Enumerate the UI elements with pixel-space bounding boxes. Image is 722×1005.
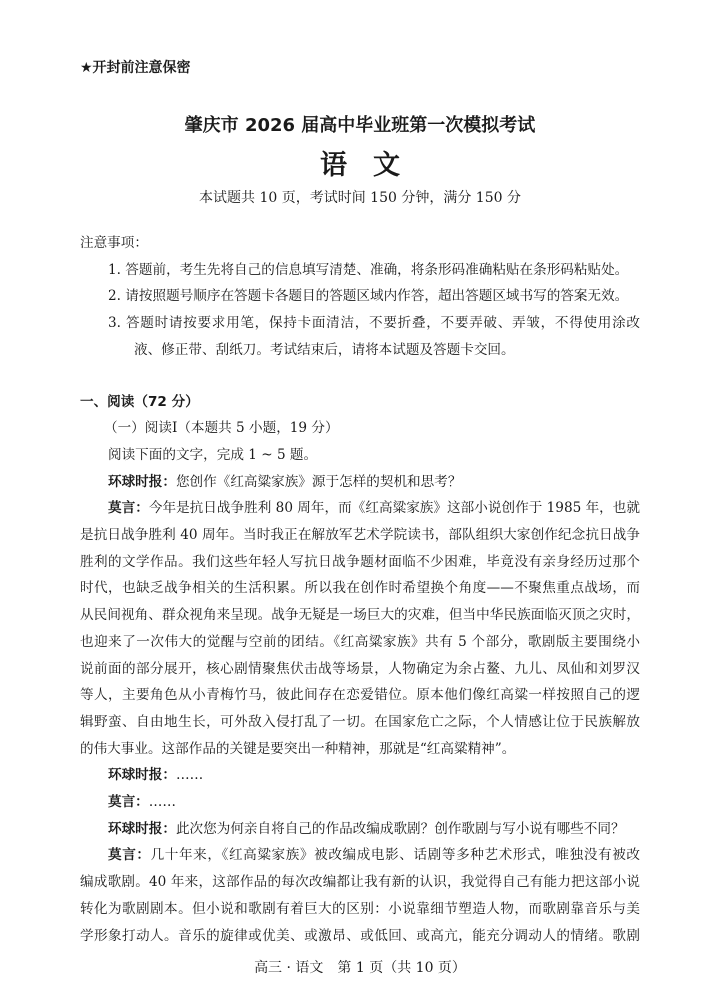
- paragraph-first-line: [80, 495, 640, 522]
- subsection-heading: （一）阅读Ⅰ（本题共 5 小题，19 分）: [104, 420, 339, 437]
- paragraph-text: 此次您为何亲自将自己的作品改编成歌剧？创作歌剧与写小说有哪些不同？: [175, 820, 625, 837]
- notice-heading: 注意事项：: [80, 235, 148, 251]
- notice-item: 1. 答题前，考生先将自己的信息填写清楚、准确，将条形码准确粘贴在条形码粘贴处。: [108, 261, 629, 278]
- paragraph-line: [80, 629, 640, 656]
- speaker-label: 环球时报：: [108, 767, 176, 784]
- paragraph-line: [80, 575, 640, 602]
- paragraph-line: [80, 869, 640, 896]
- paragraph-first-line: [80, 842, 640, 869]
- notice-item: 2. 请按照题号顺序在答题卡各题目的答题区域内作答，超出答题区域书写的答案无效。: [108, 288, 629, 305]
- paragraph-line: [80, 549, 640, 576]
- paragraph-line: [80, 896, 640, 923]
- paragraph-text: 转化为歌剧剧本。但小说和歌剧有着巨大的区别：小说靠细节塑造人物，而歌剧靠音乐与美: [80, 900, 640, 917]
- paragraph-first-line: [80, 469, 640, 496]
- paragraph-line: [80, 682, 640, 709]
- paragraph-text: 学形象打动人。音乐的旋律或优美、或激昂、或低回、或高亢，能充分调动人的情绪。歌剧: [80, 927, 640, 944]
- paragraph-text: 等人，主要角色从小青梅竹马，彼此间存在恋爱错位。原本他们像红高粱一样按照自己的逻: [80, 687, 640, 704]
- paragraph-text: ……: [148, 794, 176, 811]
- subject-title: 语文: [320, 150, 426, 181]
- paragraph-text: 胜利的文学作品。我们这些年轻人写抗日战争题材面临不少困难，毕竟没有亲身经历过那个: [80, 553, 640, 570]
- paragraph-text: 几十年来，《红高粱家族》被改编成电影、话剧等多种艺术形式，唯独没有被改: [150, 847, 641, 864]
- paragraph-text: 从民间视角、群众视角来呈现。战争无疑是一场巨大的灾难，但当中华民族面临灭顶之灾时，: [80, 607, 640, 624]
- paragraph-first-line: [80, 816, 640, 843]
- paragraph-text: 编成歌剧。40 年来，这部作品的每次改编都让我有新的认识，我觉得自己有能力把这部小说: [80, 874, 640, 891]
- paragraph-line: [80, 522, 640, 549]
- paragraph-text: 是抗日战争胜利 40 周年。当时我正在解放军艺术学院读书，部队组织大家创作纪念抗日战争: [80, 527, 640, 544]
- speaker-label: 莫言：: [108, 794, 149, 811]
- speaker-label: 莫言：: [108, 500, 149, 517]
- paragraph-line: [80, 656, 640, 683]
- exam-title: 肇庆市 2026 届高中毕业班第一次模拟考试: [184, 115, 536, 136]
- instruction: 阅读下面的文字，完成 1 ~ 5 题。: [108, 446, 318, 463]
- paragraph-line: [80, 923, 640, 950]
- interview-text: [80, 469, 640, 950]
- paragraph-text: 今年是抗日战争胜利 80 周年，而《红高粱家族》这部小说创作于 1985 年，也就: [148, 500, 640, 517]
- paragraph-text: 辑野蛮、自由地生长，可外敌入侵打乱了一切。在国家危亡之际，个人情感让位于民族解放: [80, 713, 640, 730]
- speaker-label: 莫言：: [108, 847, 151, 864]
- paragraph-text: 说前面的部分展开，核心剧情聚焦伏击战等场景，人物确定为余占鳌、九儿、凤仙和刘罗汉: [80, 660, 640, 677]
- paragraph-line: [80, 736, 640, 763]
- page-footer: 高三 · 语文 第 1 页（共 10 页）: [254, 960, 466, 977]
- paragraph-text: 时代，也缺乏战争相关的生活积累。所以我在创作时希望换个角度——不聚焦重点战场，而: [80, 580, 640, 597]
- paragraph-text: 也迎来了一次伟大的觉醒与空前的团结。《红高粱家族》共有 5 个部分，歌剧版主要围绕小: [80, 633, 640, 650]
- exam-info: 本试题共 10 页，考试时间 150 分钟，满分 150 分: [199, 190, 521, 206]
- speaker-label: 环球时报：: [108, 820, 176, 837]
- paragraph-text: 的伟大事业。这部作品的关键是要突出一种精神，那就是“红高粱精神”。: [80, 740, 516, 757]
- paragraph-first-line: [80, 789, 640, 816]
- paragraph-text: ……: [175, 767, 204, 784]
- speaker-label: 环球时报：: [108, 473, 176, 490]
- section-heading: 一、阅读（72 分）: [80, 393, 199, 410]
- notice-item: 3. 答题时请按要求用笔，保持卡面清洁，不要折叠，不要弄破、弄皱，不得使用涂改: [108, 315, 640, 332]
- notice-item: 液、修正带、刮纸刀。考试结束后，请将本试题及答题卡交回。: [134, 341, 515, 358]
- confidential-notice: ★开封前注意保密: [80, 60, 191, 76]
- paragraph-text: 您创作《红高粱家族》源于怎样的契机和思考？: [175, 473, 462, 490]
- paragraph-line: [80, 709, 640, 736]
- paragraph-first-line: [80, 762, 640, 789]
- paragraph-line: [80, 602, 640, 629]
